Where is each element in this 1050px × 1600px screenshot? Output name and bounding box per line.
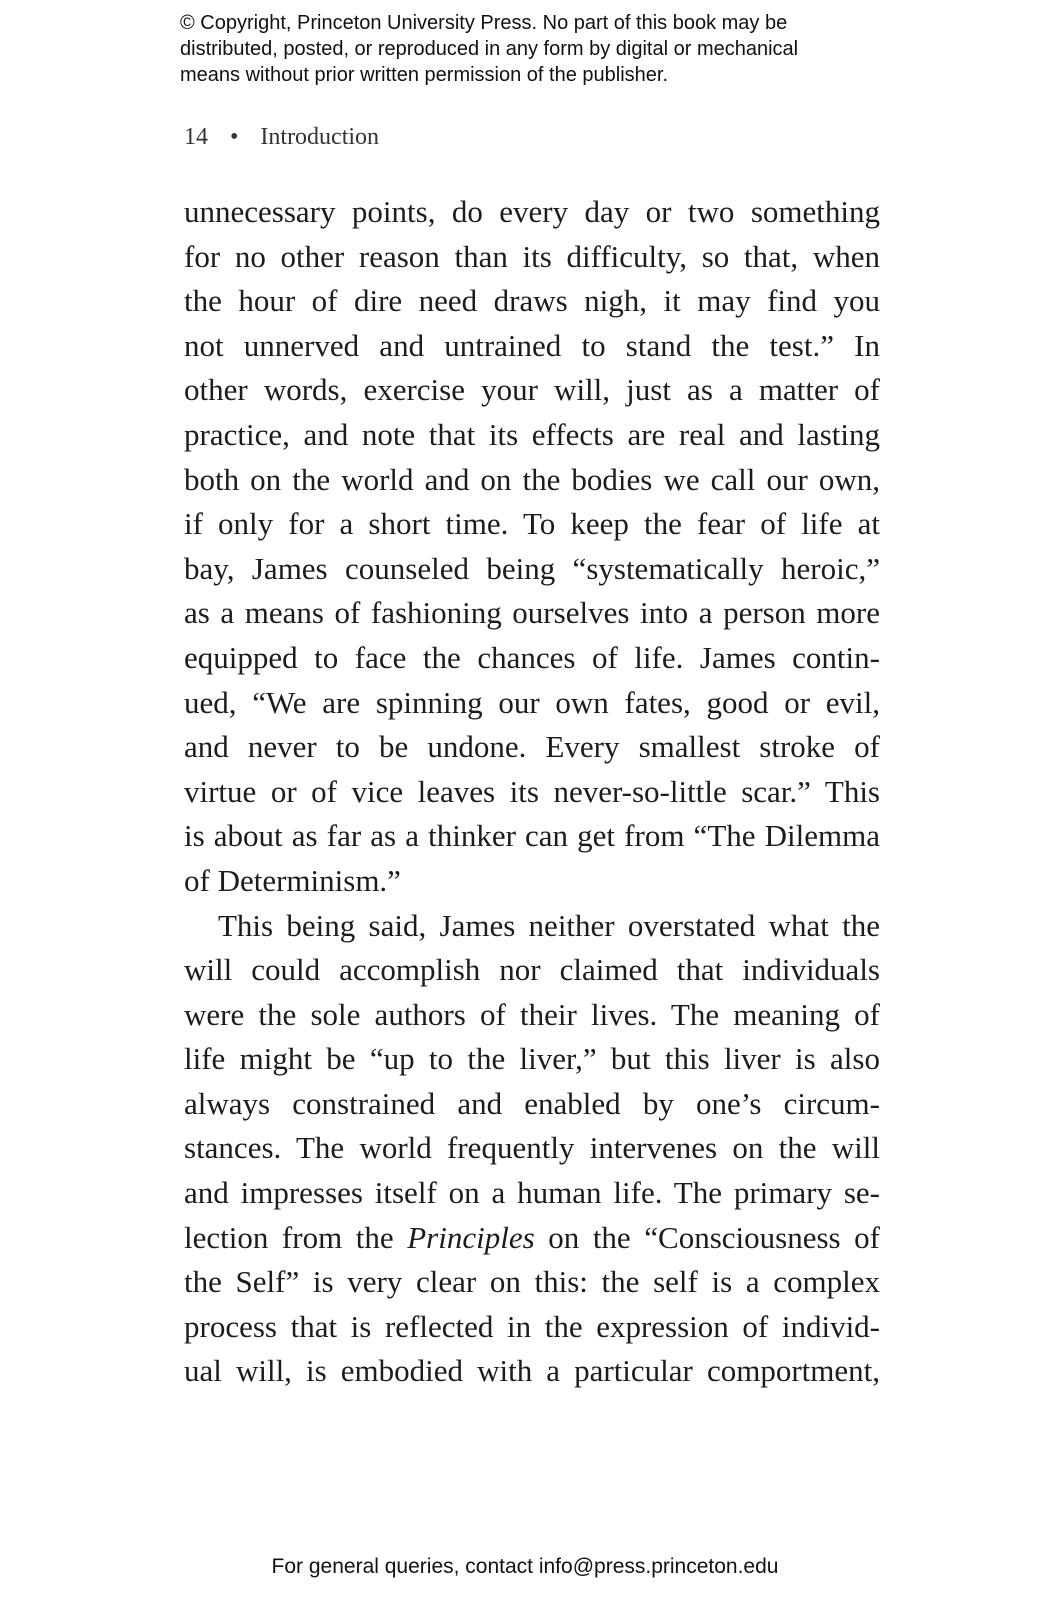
text-line: virtue or of vice leaves its never-so-little scar.” This — [184, 773, 880, 809]
body-text — [184, 190, 880, 1394]
text-line: other words, exercise your will, just as a matter of — [184, 372, 880, 408]
page-number: 14 — [184, 124, 208, 150]
text-line: and impresses itself on a human life. The primary se- — [184, 1175, 880, 1211]
text-line: always constrained and enabled by one’s circum- — [184, 1085, 880, 1121]
text-line: ued, “We are spinning our own fates, good or evil, — [184, 684, 880, 720]
text-line: is about as far as a thinker can get from “The Dilemma — [184, 818, 880, 854]
text-line: both on the world and on the bodies we call our own, — [184, 461, 880, 497]
text-line: life might be “up to the liver,” but this liver is also — [184, 1041, 880, 1077]
text-line: the hour of dire need draws nigh, it may find you — [184, 283, 880, 319]
text-line: not unnerved and untrained to stand the test.” In — [184, 327, 880, 363]
copyright-notice — [180, 10, 940, 88]
text-line: practice, and note that its effects are real and lasting — [184, 416, 880, 452]
text-line — [184, 1216, 880, 1261]
text-line: if only for a short time. To keep the fear of life at — [184, 506, 880, 542]
running-head — [184, 124, 379, 151]
text-line: will could accomplish nor claimed that individuals — [184, 952, 880, 988]
text-line: were the sole authors of their lives. The meaning of — [184, 996, 880, 1032]
copyright-line: distributed, posted, or reproduced in any form by digital or mechanical — [180, 38, 799, 60]
text-line: for no other reason than its difficulty, so that, when — [184, 238, 880, 274]
bullet-separator: • — [230, 124, 239, 150]
text-line: ual will, is embodied with a particular comportment, — [184, 1353, 880, 1389]
text-segment: lection from the — [184, 1219, 408, 1255]
text-segment: on the “Consciousness of — [534, 1219, 880, 1255]
text-line: as a means of fashioning ourselves into a person more — [184, 595, 880, 631]
text-line: process that is reflected in the expression of individ- — [184, 1308, 880, 1344]
text-line: the Self” is very clear on this: the self is a complex — [184, 1264, 880, 1300]
text-line: of Determinism.” — [184, 862, 401, 898]
text-line: and never to be undone. Every smallest stroke of — [184, 729, 880, 765]
footer-contact: For general queries, contact info@press.princeton.edu — [271, 1555, 779, 1578]
copyright-line: means without prior written permission of the publisher. — [180, 64, 669, 86]
section-title: Introduction — [260, 124, 380, 150]
text-line: This being said, James neither overstated what the — [218, 907, 880, 943]
text-line: stances. The world frequently intervenes on the will — [184, 1130, 880, 1166]
text-line: bay, James counseled being “systematically heroic,” — [184, 550, 880, 586]
text-line: unnecessary points, do every day or two something — [184, 194, 880, 229]
text-line: equipped to face the chances of life. James contin- — [184, 639, 880, 675]
italic-title: Principles — [407, 1219, 535, 1255]
copyright-line: © Copyright, Princeton University Press. No part of this book may be — [180, 12, 788, 34]
